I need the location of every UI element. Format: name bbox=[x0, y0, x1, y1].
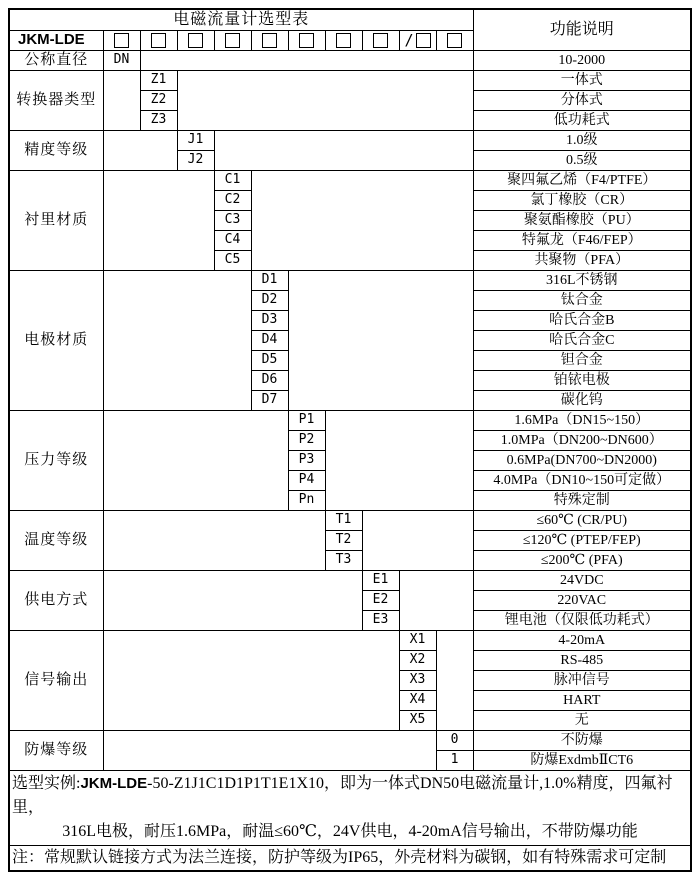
filler-cell bbox=[214, 131, 473, 171]
filler-cell bbox=[103, 411, 288, 511]
code-checkbox-icon bbox=[299, 33, 314, 48]
filler-cell bbox=[251, 171, 473, 271]
selection-example-cell bbox=[9, 771, 691, 846]
filler-cell bbox=[362, 511, 473, 571]
category-label: 公称直径 bbox=[9, 51, 103, 71]
function-desc-cell: 10-2000 bbox=[473, 51, 691, 71]
code-cell: Z1 bbox=[140, 71, 177, 91]
model-code-box-cell bbox=[288, 31, 325, 51]
function-desc-cell: 0.6MPa(DN700~DN2000) bbox=[473, 451, 691, 471]
code-cell: P1 bbox=[288, 411, 325, 431]
table-row bbox=[9, 9, 691, 31]
category-label: 供电方式 bbox=[9, 571, 103, 631]
function-desc-cell: 无 bbox=[473, 711, 691, 731]
table-row bbox=[9, 171, 691, 191]
code-checkbox-icon bbox=[225, 33, 240, 48]
code-cell: DN bbox=[103, 51, 140, 71]
table-row bbox=[9, 51, 691, 71]
function-desc-cell: 钛合金 bbox=[473, 291, 691, 311]
function-desc-cell: 一体式 bbox=[473, 71, 691, 91]
function-desc-cell: ≤60℃ (CR/PU) bbox=[473, 511, 691, 531]
model-code-box-cell bbox=[436, 31, 473, 51]
filler-cell bbox=[103, 271, 251, 411]
filler-cell bbox=[103, 511, 325, 571]
code-cell: Pn bbox=[288, 491, 325, 511]
model-code-box-cell bbox=[325, 31, 362, 51]
function-desc-cell: 哈氏合金B bbox=[473, 311, 691, 331]
code-cell: Z3 bbox=[140, 111, 177, 131]
code-checkbox-icon bbox=[336, 33, 351, 48]
code-checkbox-icon bbox=[373, 33, 388, 48]
filler-cell bbox=[325, 411, 473, 511]
example-line-2: 316L电极，耐压1.6MPa，耐温≤60℃，24V供电，4-20mA信号输出，不带防爆功能 bbox=[62, 823, 638, 840]
selection-table bbox=[8, 8, 692, 872]
code-cell: P4 bbox=[288, 471, 325, 491]
function-desc-cell: HART bbox=[473, 691, 691, 711]
code-cell: D5 bbox=[251, 351, 288, 371]
page-title: 电磁流量计选型表 bbox=[9, 9, 473, 31]
code-checkbox-icon bbox=[151, 33, 166, 48]
table-row bbox=[9, 511, 691, 531]
code-cell: C4 bbox=[214, 231, 251, 251]
filler-cell bbox=[103, 631, 399, 731]
table-row bbox=[9, 131, 691, 151]
code-cell: X4 bbox=[399, 691, 436, 711]
filler-cell bbox=[288, 271, 473, 411]
code-cell: Z2 bbox=[140, 91, 177, 111]
model-code-box-cell bbox=[177, 31, 214, 51]
function-desc-cell: 钽合金 bbox=[473, 351, 691, 371]
code-cell: C3 bbox=[214, 211, 251, 231]
function-desc-cell: ≤120℃ (PTEP/FEP) bbox=[473, 531, 691, 551]
code-cell: E2 bbox=[362, 591, 399, 611]
category-label: 衬里材质 bbox=[9, 171, 103, 271]
code-cell: D1 bbox=[251, 271, 288, 291]
function-desc-cell: 1.0级 bbox=[473, 131, 691, 151]
filler-cell bbox=[177, 71, 473, 131]
code-checkbox-icon bbox=[114, 33, 129, 48]
function-desc-cell: 4-20mA bbox=[473, 631, 691, 651]
code-cell: X3 bbox=[399, 671, 436, 691]
table-row bbox=[9, 731, 691, 751]
model-code-box-cell bbox=[251, 31, 288, 51]
code-cell: C5 bbox=[214, 251, 251, 271]
example-line-1 bbox=[12, 772, 688, 820]
slash-separator: / bbox=[404, 31, 414, 50]
function-desc-cell: 低功耗式 bbox=[473, 111, 691, 131]
table-row bbox=[9, 71, 691, 91]
example-code-rest: -50-Z1J1C1D1P1T1E1X10，即为一体式DN50电磁流量计,1.0%精度，四氟衬里， bbox=[12, 775, 673, 816]
model-code-box-cell bbox=[140, 31, 177, 51]
code-cell: X1 bbox=[399, 631, 436, 651]
filler-cell bbox=[103, 131, 177, 171]
function-desc-cell: 防爆ExdmbⅡCT6 bbox=[473, 751, 691, 771]
filler-cell bbox=[103, 571, 362, 631]
filler-cell bbox=[140, 51, 473, 71]
function-desc-cell: 铂铱电极 bbox=[473, 371, 691, 391]
code-cell: D7 bbox=[251, 391, 288, 411]
function-desc-cell: 聚氨酯橡胶（PU） bbox=[473, 211, 691, 231]
table-row bbox=[9, 271, 691, 291]
code-cell: X2 bbox=[399, 651, 436, 671]
function-desc-cell: 共聚物（PFA） bbox=[473, 251, 691, 271]
function-description-header: 功能说明 bbox=[473, 9, 691, 51]
code-cell: E1 bbox=[362, 571, 399, 591]
function-desc-cell: 特氟龙（F46/FEP） bbox=[473, 231, 691, 251]
category-label: 电极材质 bbox=[9, 271, 103, 411]
function-desc-cell: 锂电池（仅限低功耗式） bbox=[473, 611, 691, 631]
code-cell: D6 bbox=[251, 371, 288, 391]
function-desc-cell: 聚四氟乙烯（F4/PTFE） bbox=[473, 171, 691, 191]
function-desc-cell: 24VDC bbox=[473, 571, 691, 591]
model-code-box-cell bbox=[399, 31, 436, 51]
code-cell: P2 bbox=[288, 431, 325, 451]
function-desc-cell: 哈氏合金C bbox=[473, 331, 691, 351]
function-desc-cell: 4.0MPa（DN10~150可定做） bbox=[473, 471, 691, 491]
category-label: 防爆等级 bbox=[9, 731, 103, 771]
code-cell: T3 bbox=[325, 551, 362, 571]
category-label: 信号输出 bbox=[9, 631, 103, 731]
function-desc-cell: 316L不锈钢 bbox=[473, 271, 691, 291]
table-row bbox=[9, 571, 691, 591]
function-desc-cell: RS-485 bbox=[473, 651, 691, 671]
function-desc-cell: 0.5级 bbox=[473, 151, 691, 171]
example-prefix: 选型实例: bbox=[12, 775, 81, 792]
function-desc-cell: 碳化钨 bbox=[473, 391, 691, 411]
code-cell: C2 bbox=[214, 191, 251, 211]
category-label: 转换器类型 bbox=[9, 71, 103, 131]
code-cell: 1 bbox=[436, 751, 473, 771]
code-checkbox-icon bbox=[447, 33, 462, 48]
function-desc-cell: 不防爆 bbox=[473, 731, 691, 751]
code-cell: J1 bbox=[177, 131, 214, 151]
function-desc-cell: 1.6MPa（DN15~150） bbox=[473, 411, 691, 431]
function-desc-cell: 氯丁橡胶（CR） bbox=[473, 191, 691, 211]
filler-cell bbox=[436, 631, 473, 731]
function-desc-cell: 特殊定制 bbox=[473, 491, 691, 511]
model-prefix: JKM-LDE bbox=[9, 31, 103, 51]
code-cell: X5 bbox=[399, 711, 436, 731]
category-label: 温度等级 bbox=[9, 511, 103, 571]
note-cell: 注：常规默认链接方式为法兰连接，防护等级为IP65，外壳材料为碳钢，如有特殊需求可定制 bbox=[9, 846, 691, 872]
code-cell: D2 bbox=[251, 291, 288, 311]
code-cell: J2 bbox=[177, 151, 214, 171]
code-cell: D4 bbox=[251, 331, 288, 351]
example-model-code: JKM-LDE bbox=[80, 775, 148, 792]
code-cell: T2 bbox=[325, 531, 362, 551]
filler-cell bbox=[399, 571, 473, 631]
category-label: 精度等级 bbox=[9, 131, 103, 171]
code-checkbox-icon bbox=[416, 33, 431, 48]
model-code-box-cell bbox=[103, 31, 140, 51]
code-cell: D3 bbox=[251, 311, 288, 331]
model-code-box-cell bbox=[362, 31, 399, 51]
table-row bbox=[9, 846, 691, 872]
filler-cell bbox=[103, 171, 214, 271]
table-row bbox=[9, 411, 691, 431]
filler-cell bbox=[103, 731, 436, 771]
category-label: 压力等级 bbox=[9, 411, 103, 511]
function-desc-cell: 1.0MPa（DN200~DN600） bbox=[473, 431, 691, 451]
code-cell: 0 bbox=[436, 731, 473, 751]
function-desc-cell: ≤200℃ (PFA) bbox=[473, 551, 691, 571]
function-desc-cell: 220VAC bbox=[473, 591, 691, 611]
filler-cell bbox=[103, 71, 140, 131]
code-cell: C1 bbox=[214, 171, 251, 191]
function-desc-cell: 分体式 bbox=[473, 91, 691, 111]
function-desc-cell: 脉冲信号 bbox=[473, 671, 691, 691]
code-checkbox-icon bbox=[188, 33, 203, 48]
model-code-box-cell bbox=[214, 31, 251, 51]
table-row bbox=[9, 631, 691, 651]
code-checkbox-icon bbox=[262, 33, 277, 48]
table-row bbox=[9, 771, 691, 846]
code-cell: T1 bbox=[325, 511, 362, 531]
code-cell: E3 bbox=[362, 611, 399, 631]
code-cell: P3 bbox=[288, 451, 325, 471]
